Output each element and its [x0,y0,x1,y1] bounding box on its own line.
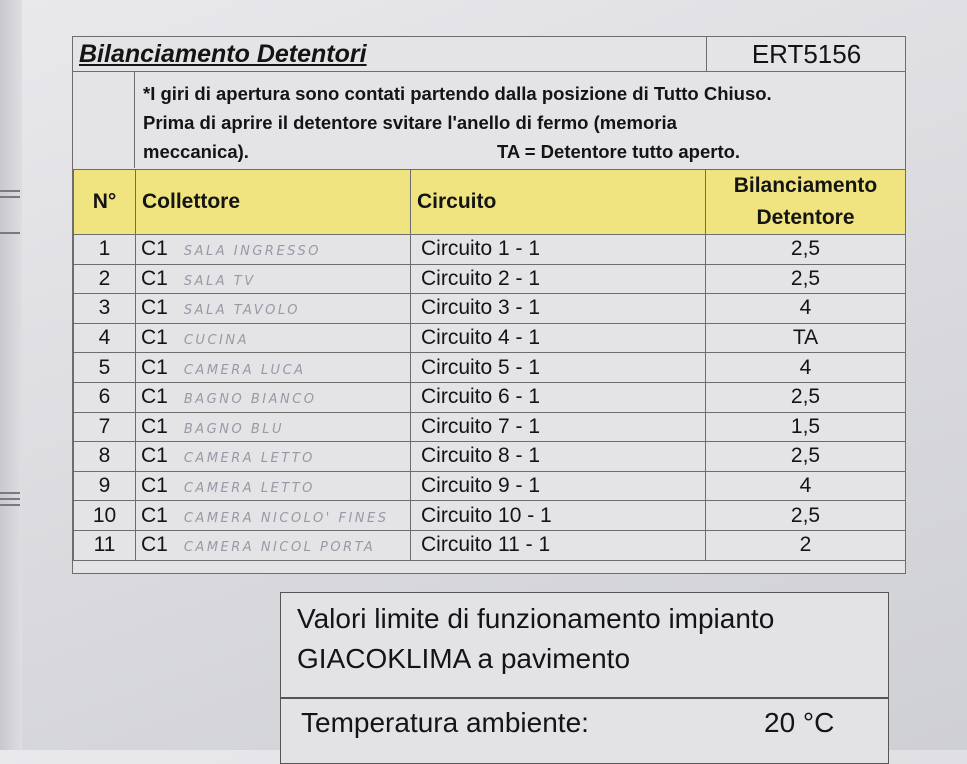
temperature-value: 20 °C [764,707,835,738]
collettore-code: C1 [141,237,168,261]
background-paper-edge [0,0,22,750]
row-collettore [136,412,411,442]
balancing-sheet [72,36,906,574]
table-row [74,471,906,501]
table-row [74,235,906,265]
row-collettore [136,442,411,472]
edge-mark [0,504,20,506]
card-divider [281,697,888,699]
table-row [74,501,906,531]
table-row [74,530,906,560]
handwritten-room-note: CAMERA LETTO [183,451,315,467]
row-number: 6 [74,382,136,412]
row-circuito: Circuito 7 - 1 [411,412,706,442]
sheet-code: ERT5156 [706,37,906,71]
row-collettore [136,471,411,501]
row-circuito: Circuito 11 - 1 [411,530,706,560]
collettore-code: C1 [141,326,168,350]
row-number: 4 [74,323,136,353]
handwritten-room-note: BAGNO BIANCO [183,392,317,408]
row-collettore [136,294,411,324]
row-collettore [136,323,411,353]
note-line-2: Prima di aprire il detentore svitare l'anello di fermo (memoria [143,112,677,133]
row-bilanciamento-value: 2,5 [706,235,906,265]
col-header-bilanciamento-line2: Detentore [756,206,855,229]
handwritten-room-note: BAGNO BLU [183,421,285,437]
row-number: 1 [74,235,136,265]
edge-mark [0,232,20,234]
table-header-row [74,170,906,235]
limits-title-line1: Valori limite di funzionamento impianto [297,603,775,634]
handwritten-room-note: CUCINA [183,333,249,349]
col-header-bilanciamento [706,170,906,235]
row-bilanciamento-value: 2,5 [706,382,906,412]
balancing-table [73,169,906,561]
edge-mark [0,196,20,198]
row-circuito: Circuito 10 - 1 [411,501,706,531]
row-bilanciamento-value: 2,5 [706,501,906,531]
row-circuito: Circuito 5 - 1 [411,353,706,383]
handwritten-room-note: CAMERA LUCA [183,362,306,378]
row-collettore [136,501,411,531]
row-circuito: Circuito 2 - 1 [411,264,706,294]
handwritten-room-note: SALA TAVOLO [183,303,300,319]
note-line-1: *I giri di apertura sono contati partendo dalla posizione di Tutto Chiuso. [143,83,772,104]
col-header-circuito: Circuito [411,170,706,235]
row-number: 11 [74,530,136,560]
note-line-3: meccanica). [143,141,249,162]
handwritten-room-note: SALA TV [183,273,256,289]
sheet-title: Bilanciamento Detentori [79,40,367,68]
col-header-collettore: Collettore [136,170,411,235]
row-bilanciamento-value: 4 [706,294,906,324]
table-row [74,264,906,294]
edge-mark [0,498,20,500]
row-number: 2 [74,264,136,294]
collettore-code: C1 [141,474,168,498]
row-collettore [136,264,411,294]
row-number: 10 [74,501,136,531]
row-circuito: Circuito 8 - 1 [411,442,706,472]
row-number: 8 [74,442,136,472]
row-bilanciamento-value: 2 [706,530,906,560]
row-collettore [136,353,411,383]
table-row [74,294,906,324]
col-header-bilanciamento-line1: Bilanciamento [733,174,878,197]
handwritten-room-note: CAMERA LETTO [183,481,315,497]
collettore-code: C1 [141,444,168,468]
table-row [74,382,906,412]
table-row [74,412,906,442]
collettore-code: C1 [141,385,168,409]
row-number: 5 [74,353,136,383]
row-circuito: Circuito 6 - 1 [411,382,706,412]
collettore-code: C1 [141,414,168,438]
table-row [74,323,906,353]
handwritten-room-note: SALA INGRESSO [183,244,321,260]
row-collettore [136,235,411,265]
row-bilanciamento-value: 2,5 [706,264,906,294]
row-number: 7 [74,412,136,442]
limits-title-line2: GIACOKLIMA a pavimento [297,643,631,674]
row-circuito: Circuito 9 - 1 [411,471,706,501]
col-header-number: N° [74,170,136,235]
handwritten-room-note: CAMERA NICOL PORTA [183,540,376,556]
row-circuito: Circuito 3 - 1 [411,294,706,324]
table-row [74,353,906,383]
edge-mark [0,492,20,494]
note-left-cell [73,72,135,168]
row-bilanciamento-value: 4 [706,471,906,501]
collettore-code: C1 [141,355,168,379]
row-bilanciamento-value: 2,5 [706,442,906,472]
handwritten-room-note: CAMERA NICOLO' FINES [183,510,389,526]
table-row [74,442,906,472]
edge-mark [0,190,20,192]
row-bilanciamento-value: 1,5 [706,412,906,442]
row-circuito: Circuito 4 - 1 [411,323,706,353]
row-circuito: Circuito 1 - 1 [411,235,706,265]
temperature-label: Temperatura ambiente: [301,707,589,738]
collettore-code: C1 [141,503,168,527]
limits-card [280,592,889,764]
collettore-code: C1 [141,266,168,290]
note-legend-ta: TA = Detentore tutto aperto. [497,141,741,162]
collettore-code: C1 [141,533,168,557]
row-number: 9 [74,471,136,501]
row-collettore [136,530,411,560]
collettore-code: C1 [141,296,168,320]
title-row [73,37,905,72]
row-collettore [136,382,411,412]
row-number: 3 [74,294,136,324]
row-bilanciamento-value: TA [706,323,906,353]
row-bilanciamento-value: 4 [706,353,906,383]
